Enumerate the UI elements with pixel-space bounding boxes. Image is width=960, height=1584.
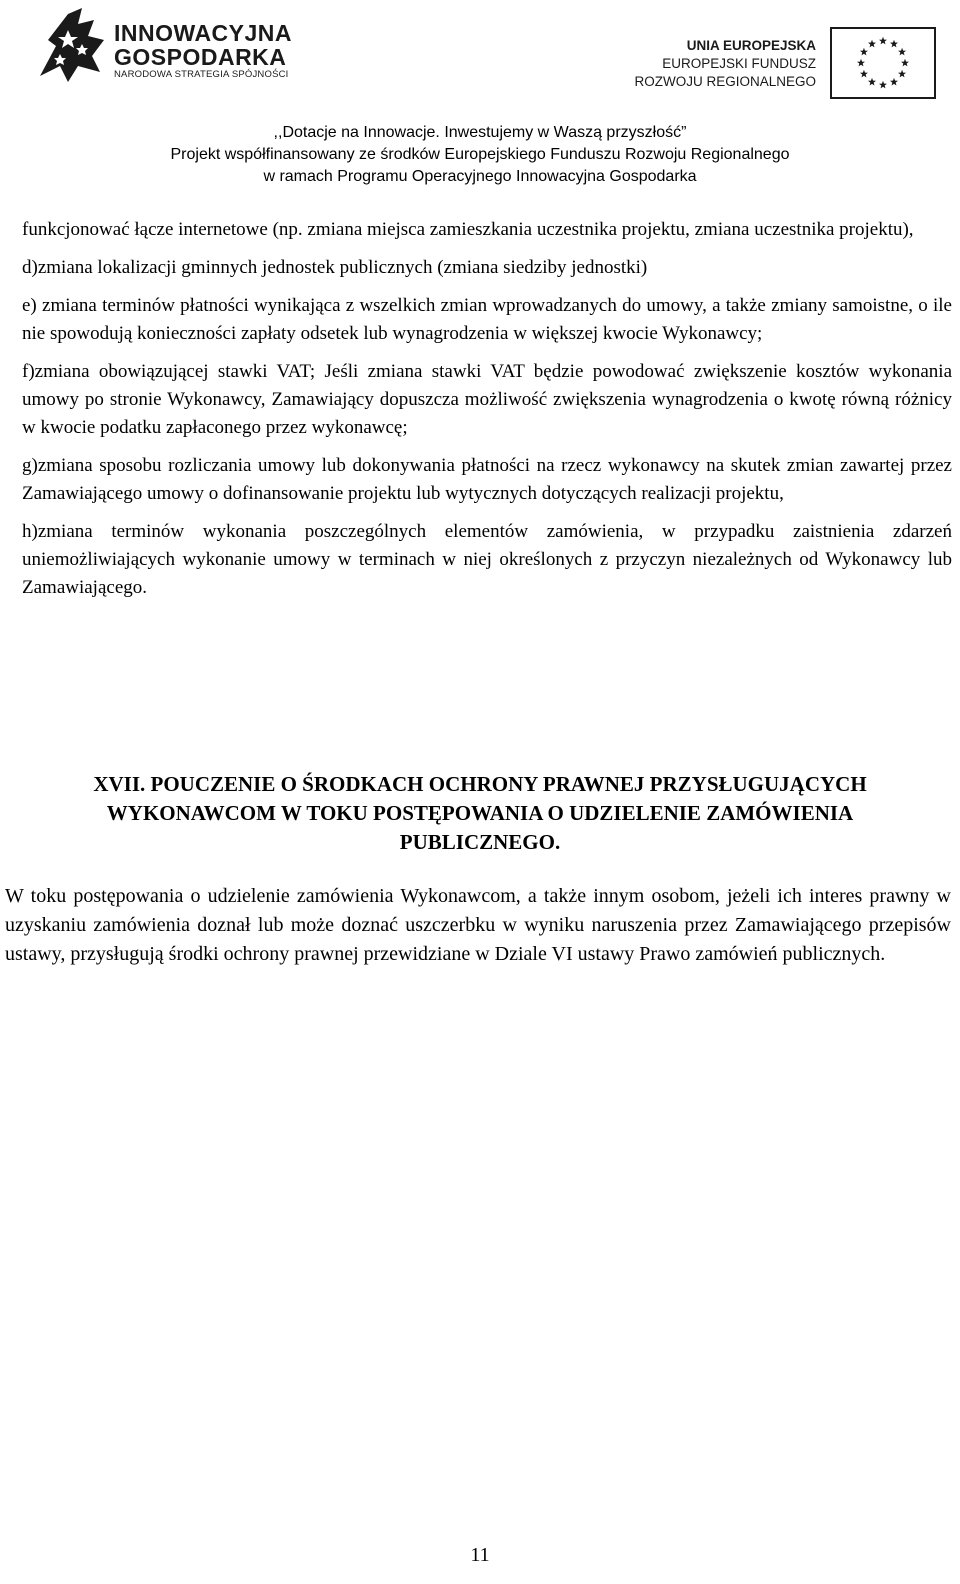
innowacyjna-gospodarka-logo-icon xyxy=(38,6,108,84)
eu-logo-line3: ROZWOJU REGIONALNEGO xyxy=(634,74,816,89)
project-slogan: ,,Dotacje na Innowacje. Inwestujemy w Waszą przyszłość” xyxy=(273,124,687,141)
logo-title-line1: INNOWACYJNA xyxy=(114,20,293,46)
paragraph-item-h: h)zmiana terminów wykonania poszczególnych elementów zamówienia, w przypadku zaistnienia zdarzeń uniemożliwiających wykonanie umowy w terminach w niej określonych z przyczyn niezależnych od Wykonawcy lub Zamawiającego. xyxy=(22,521,952,598)
paragraph-item-d: d)zmiana lokalizacji gminnych jednostek publicznych (zmiana siedziby jednostki) xyxy=(22,257,648,278)
section-heading-line3: PUBLICZNEGO. xyxy=(399,830,561,854)
paragraph-item-e: e) zmiana terminów płatności wynikająca z wszelkich zmian wprowadzanych do umowy, a także zmiany samoistne, o ile nie spowodują konieczności zapłaty odsetek lub wynagrodzenia w większej kwocie Wykonawcy; xyxy=(22,295,952,344)
innowacyjna-gospodarka-logo xyxy=(38,6,293,84)
project-programme: w ramach Programu Operacyjnego Innowacyjna Gospodarka xyxy=(263,168,697,185)
eu-star-icon xyxy=(868,78,876,86)
eu-star-icon xyxy=(879,37,887,45)
logo-title-line2: GOSPODARKA xyxy=(114,44,287,70)
eu-star-icon xyxy=(860,48,868,56)
eu-star-icon xyxy=(879,81,887,89)
eu-star-icon xyxy=(868,40,876,48)
logo-subtitle: NARODOWA STRATEGIA SPÓJNOŚCI xyxy=(114,69,289,80)
section-heading-line2: WYKONAWCOM W TOKU POSTĘPOWANIA O UDZIELENIE ZAMÓWIENIA xyxy=(106,801,854,825)
paragraph-item-g: g)zmiana sposobu rozliczania umowy lub dokonywania płatności na rzecz wykonawcy na skutek zmian zawartej przez Zamawiającego umowy o dofinansowanie projektu lub wytycznych dotyczących realizacji projektu, xyxy=(22,455,952,504)
eu-logo-line2: EUROPEJSKI FUNDUSZ xyxy=(662,56,816,71)
page-number: 11 xyxy=(470,1544,490,1566)
section-heading-line1: XVII. POUCZENIE O ŚRODKACH OCHRONY PRAWNEJ PRZYSŁUGUJĄCYCH xyxy=(93,772,867,796)
eu-star-icon xyxy=(857,59,865,67)
eu-star-icon xyxy=(901,59,909,67)
eu-star-icon xyxy=(898,48,906,56)
section-heading xyxy=(0,770,960,857)
eu-star-icon xyxy=(890,78,898,86)
eu-logo xyxy=(634,24,936,104)
eu-star-icon xyxy=(890,40,898,48)
document-body xyxy=(22,216,952,612)
eu-logo-line1: UNIA EUROPEJSKA xyxy=(686,38,816,53)
eu-star-icon xyxy=(860,70,868,78)
section-body: W toku postępowania o udzielenie zamówienia Wykonawcom, a także innym osobom, jeżeli ich interes prawny w uzyskaniu zamówienia doznał lub może doznać uszczerbku w wyniku naruszenia przez Zamawiającego przepisów ustawy, przysługują środki ochrony prawnej przewidziane w Dziale VI ustawy Prawo zamówień publicznych. xyxy=(5,885,951,965)
project-info xyxy=(0,122,960,188)
paragraph-item-f: f)zmiana obowiązującej stawki VAT; Jeśli zmiana stawki VAT będzie powodować zwiększenie kosztów wykonania umowy po stronie Wykonawcy, Zamawiający dopuszcza możliwość zwiększenia wynagrodzenia o kwotę równą różnicy w kwocie podatku zapłaconego przez wykonawcę; xyxy=(22,361,952,438)
eu-star-icon xyxy=(898,70,906,78)
paragraph-continuation: funkcjonować łącze internetowe (np. zmiana miejsca zamieszkania uczestnika projektu, zmiana uczestnika projektu), xyxy=(22,219,914,240)
eu-flag-icon xyxy=(830,27,936,99)
project-cofinancing: Projekt współfinansowany ze środków Europejskiego Funduszu Rozwoju Regionalnego xyxy=(170,146,790,163)
